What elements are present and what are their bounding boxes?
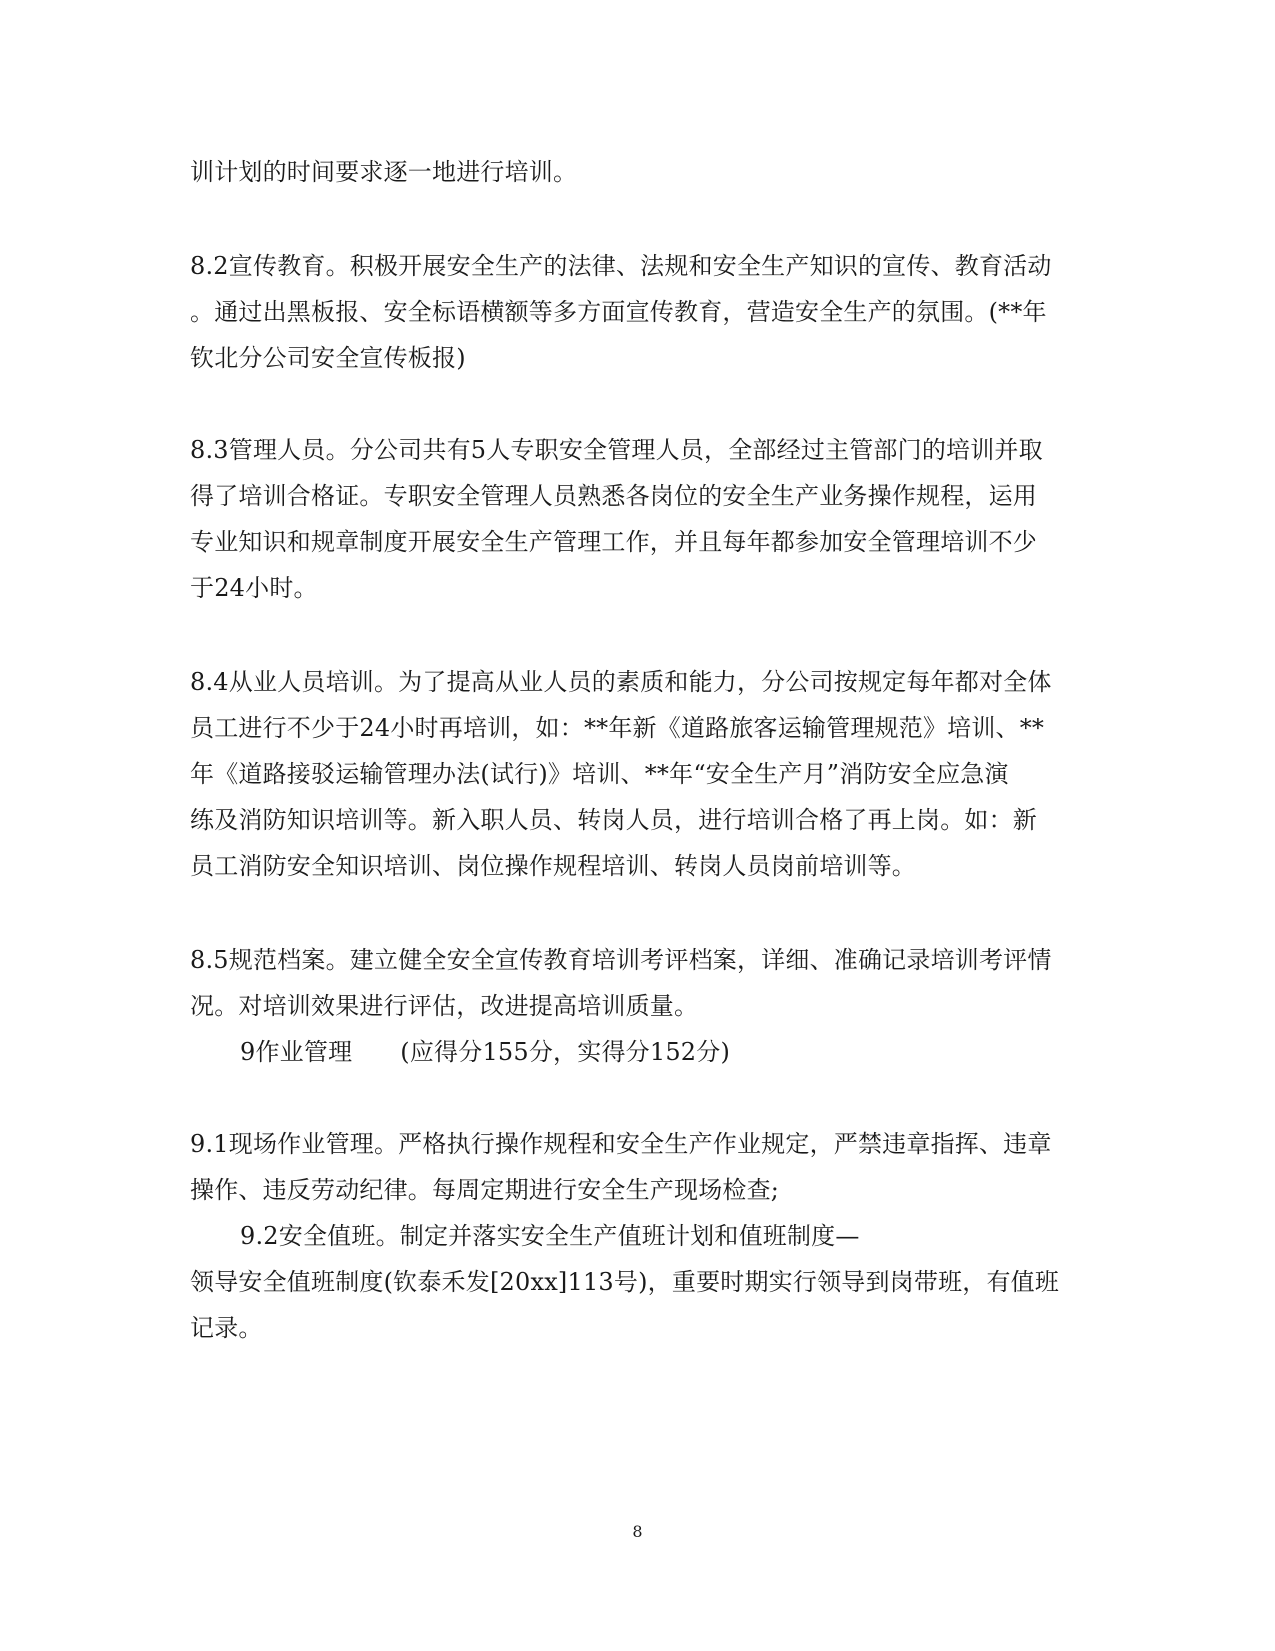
section-9-2-line-3: 记录。 bbox=[190, 1314, 263, 1342]
section-8-3-line-2: 得了培训合格证。专职安全管理人员熟悉各岗位的安全生产业务操作规程，运用 bbox=[190, 482, 1037, 510]
paragraph-continuation-line: 训计划的时间要求逐一地进行培训。 bbox=[190, 158, 578, 186]
section-9-2-line-2: 领导安全值班制度(钦泰禾发[20xx]113号)，重要时期实行领导到岗带班，有值班 bbox=[190, 1268, 1060, 1296]
section-8-3-line-1: 8.3管理人员。分公司共有5人专职安全管理人员，全部经过主管部门的培训并取 bbox=[190, 436, 1043, 464]
section-8-5-line-1: 8.5规范档案。建立健全安全宣传教育培训考评档案，详细、准确记录培训考评情 bbox=[190, 946, 1052, 974]
section-8-2-line-2: 。通过出黑板报、安全标语横额等多方面宣传教育，营造安全生产的氛围。(**年 bbox=[190, 298, 1047, 326]
section-8-4-line-5: 员工消防安全知识培训、岗位操作规程培训、转岗人员岗前培训等。 bbox=[190, 852, 916, 880]
section-9-heading bbox=[240, 1036, 1140, 1068]
section-9-score: (应得分155分，实得分152分) bbox=[400, 1038, 731, 1066]
section-8-2-line-1: 8.2宣传教育。积极开展安全生产的法律、法规和安全生产知识的宣传、教育活动 bbox=[190, 252, 1052, 280]
section-9-1-line-1: 9.1现场作业管理。严格执行操作规程和安全生产作业规定，严禁违章指挥、违章 bbox=[190, 1130, 1052, 1158]
section-8-3-line-4: 于24小时。 bbox=[190, 574, 318, 602]
section-8-3-line-3: 专业知识和规章制度开展安全生产管理工作，并且每年都参加安全管理培训不少 bbox=[190, 528, 1037, 556]
section-8-4-line-1: 8.4从业人员培训。为了提高从业人员的素质和能力，分公司按规定每年都对全体 bbox=[190, 668, 1052, 696]
section-9-2-line-1: 9.2安全值班。制定并落实安全生产值班计划和值班制度— bbox=[240, 1222, 860, 1250]
section-8-2-line-3: 钦北分公司安全宣传板报) bbox=[190, 344, 466, 372]
page-number: 8 bbox=[632, 1522, 643, 1541]
section-8-4-line-2: 员工进行不少于24小时再培训，如：**年新《道路旅客运输管理规范》培训、** bbox=[190, 714, 1045, 742]
section-9-title: 9作业管理 bbox=[240, 1038, 353, 1066]
section-9-1-line-2: 操作、违反劳动纪律。每周定期进行安全生产现场检查; bbox=[190, 1176, 780, 1204]
section-8-4-line-4: 练及消防知识培训等。新入职人员、转岗人员，进行培训合格了再上岗。如：新 bbox=[190, 806, 1037, 834]
section-8-5-line-2: 况。对培训效果进行评估，改进提高培训质量。 bbox=[190, 992, 699, 1020]
section-8-4-line-3: 年《道路接驳运输管理办法(试行)》培训、**年“安全生产月”消防安全应急演 bbox=[190, 760, 1009, 788]
